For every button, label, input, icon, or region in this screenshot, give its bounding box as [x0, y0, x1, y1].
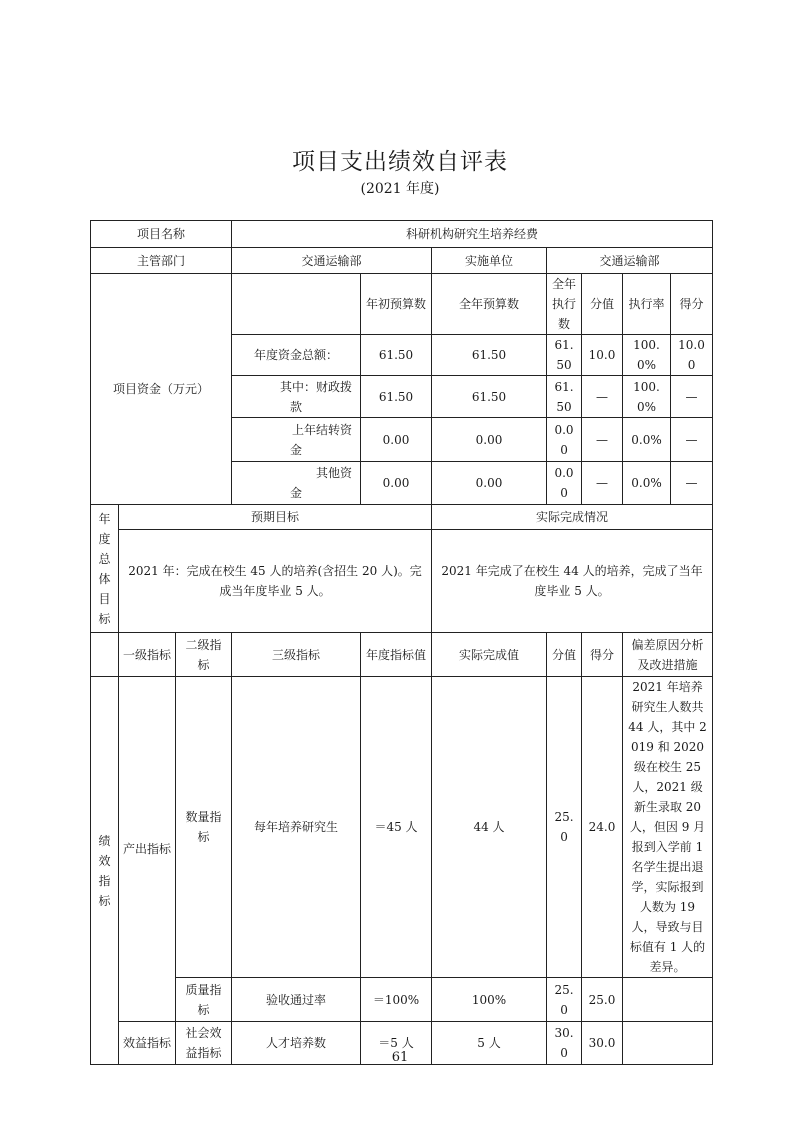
expected-goal-text: 2021 年：完成在校生 45 人的培养(含招生 20 人)。完成当年度毕业 5 人。 [119, 530, 432, 633]
header-level3: 三级指标 [232, 633, 361, 677]
cell-initial: 61.50 [361, 335, 432, 376]
indicators-label: 绩效指标 [91, 677, 119, 1065]
dept-value: 交通运输部 [232, 248, 432, 274]
funds-header-row [91, 274, 713, 335]
impl-label: 实施单位 [432, 248, 547, 274]
indicator-actual: 44 人 [432, 677, 547, 978]
header-score-value: 分值 [582, 274, 623, 335]
cell-initial: 0.00 [361, 418, 432, 462]
header-executed: 全年执行数 [547, 274, 582, 335]
indicator-score-value: 30.0 [547, 1022, 582, 1065]
cell-full-budget: 61.50 [432, 335, 547, 376]
header-level1: 一级指标 [119, 633, 176, 677]
funds-row-label: 上年结转资 金 [232, 418, 361, 462]
cell-executed: 61.50 [547, 335, 582, 376]
actual-result-text: 2021 年完成了在校生 44 人的培养，完成了当年度毕业 5 人。 [432, 530, 713, 633]
indicators-header-row [91, 633, 713, 677]
cell-score: — [671, 462, 713, 505]
cell-full-budget: 61.50 [432, 376, 547, 418]
indicator-level2: 社会效益指标 [176, 1022, 232, 1065]
funds-header-blank [232, 274, 361, 335]
indicator-score: 25.0 [582, 978, 623, 1022]
indicator-reason: 2021 年培养研究生人数共 44 人，其中 2019 和 2020 级在校生 25 人，2021 级新生录取 20 人，但因 9 月报到入学前 1 名学生提出退学，实际报到人数为 19 人，导致与目标值有 1 人的差异。 [623, 677, 713, 978]
indicator-level3: 人才培养数 [232, 1022, 361, 1065]
header-rate: 执行率 [623, 274, 671, 335]
document-title: 项目支出绩效自评表 [292, 149, 508, 175]
output-indicator-label: 产出指标 [119, 677, 176, 1022]
header-level2: 二级指标 [176, 633, 232, 677]
cell-score: — [671, 376, 713, 418]
goals-content-row [91, 530, 713, 633]
cell-initial: 61.50 [361, 376, 432, 418]
indicator-target: ＝45 人 [361, 677, 432, 978]
indicator-row [91, 677, 713, 978]
header-full-budget: 全年预算数 [432, 274, 547, 335]
header-target: 年度指标值 [361, 633, 432, 677]
cell-score: 10.00 [671, 335, 713, 376]
cell-score-value: — [582, 462, 623, 505]
indicator-level3: 验收通过率 [232, 978, 361, 1022]
indicator-score-value: 25.0 [547, 677, 582, 978]
indicator-target: ＝5 人 [361, 1022, 432, 1065]
cell-rate: 100.0% [623, 376, 671, 418]
project-name-value: 科研机构研究生培养经费 [232, 221, 713, 248]
cell-score-value: 10.0 [582, 335, 623, 376]
indicator-score: 24.0 [582, 677, 623, 978]
page-number: 61 [391, 1050, 409, 1065]
cell-full-budget: 0.00 [432, 462, 547, 505]
header-reason: 偏差原因分析及改进措施 [623, 633, 713, 677]
actual-result-header: 实际完成情况 [432, 505, 713, 530]
indicator-actual: 100% [432, 978, 547, 1022]
funds-label: 项目资金（万元） [91, 274, 232, 505]
cell-rate: 0.0% [623, 462, 671, 505]
indicator-score-value: 25.0 [547, 978, 582, 1022]
indicator-actual: 5 人 [432, 1022, 547, 1065]
indicator-level3: 每年培养研究生 [232, 677, 361, 978]
cell-rate: 0.0% [623, 418, 671, 462]
department-row [91, 248, 713, 274]
cell-score-value: — [582, 376, 623, 418]
indicator-level2: 数量指标 [176, 677, 232, 978]
cell-rate: 100.0% [623, 335, 671, 376]
self-evaluation-table [90, 220, 713, 1065]
impl-value: 交通运输部 [547, 248, 713, 274]
project-name-row [91, 221, 713, 248]
cell-score: — [671, 418, 713, 462]
indicator-level2: 质量指标 [176, 978, 232, 1022]
indicator-score: 30.0 [582, 1022, 623, 1065]
cell-initial: 0.00 [361, 462, 432, 505]
funds-row-label: 其中：财政拨 款 [232, 376, 361, 418]
cell-full-budget: 0.00 [432, 418, 547, 462]
benefit-indicator-label: 效益指标 [119, 1022, 176, 1065]
indicators-header-blank [91, 633, 119, 677]
goals-label: 年度总体目标 [91, 505, 119, 633]
header-initial-budget: 年初预算数 [361, 274, 432, 335]
cell-executed: 61.50 [547, 376, 582, 418]
header-score-value: 分值 [547, 633, 582, 677]
funds-row-label: 其他资 金 [232, 462, 361, 505]
header-score: 得分 [582, 633, 623, 677]
dept-label: 主管部门 [91, 248, 232, 274]
header-actual: 实际完成值 [432, 633, 547, 677]
goals-header-row [91, 505, 713, 530]
funds-row-label: 年度资金总额： [232, 335, 361, 376]
project-name-label: 项目名称 [91, 221, 232, 248]
indicator-target: ＝100% [361, 978, 432, 1022]
document-subtitle: (2021 年度) [360, 181, 440, 197]
cell-executed: 0.00 [547, 418, 582, 462]
cell-executed: 0.00 [547, 462, 582, 505]
cell-score-value: — [582, 418, 623, 462]
indicator-reason [623, 978, 713, 1022]
indicator-row [91, 978, 713, 1022]
header-score: 得分 [671, 274, 713, 335]
expected-goal-header: 预期目标 [119, 505, 432, 530]
